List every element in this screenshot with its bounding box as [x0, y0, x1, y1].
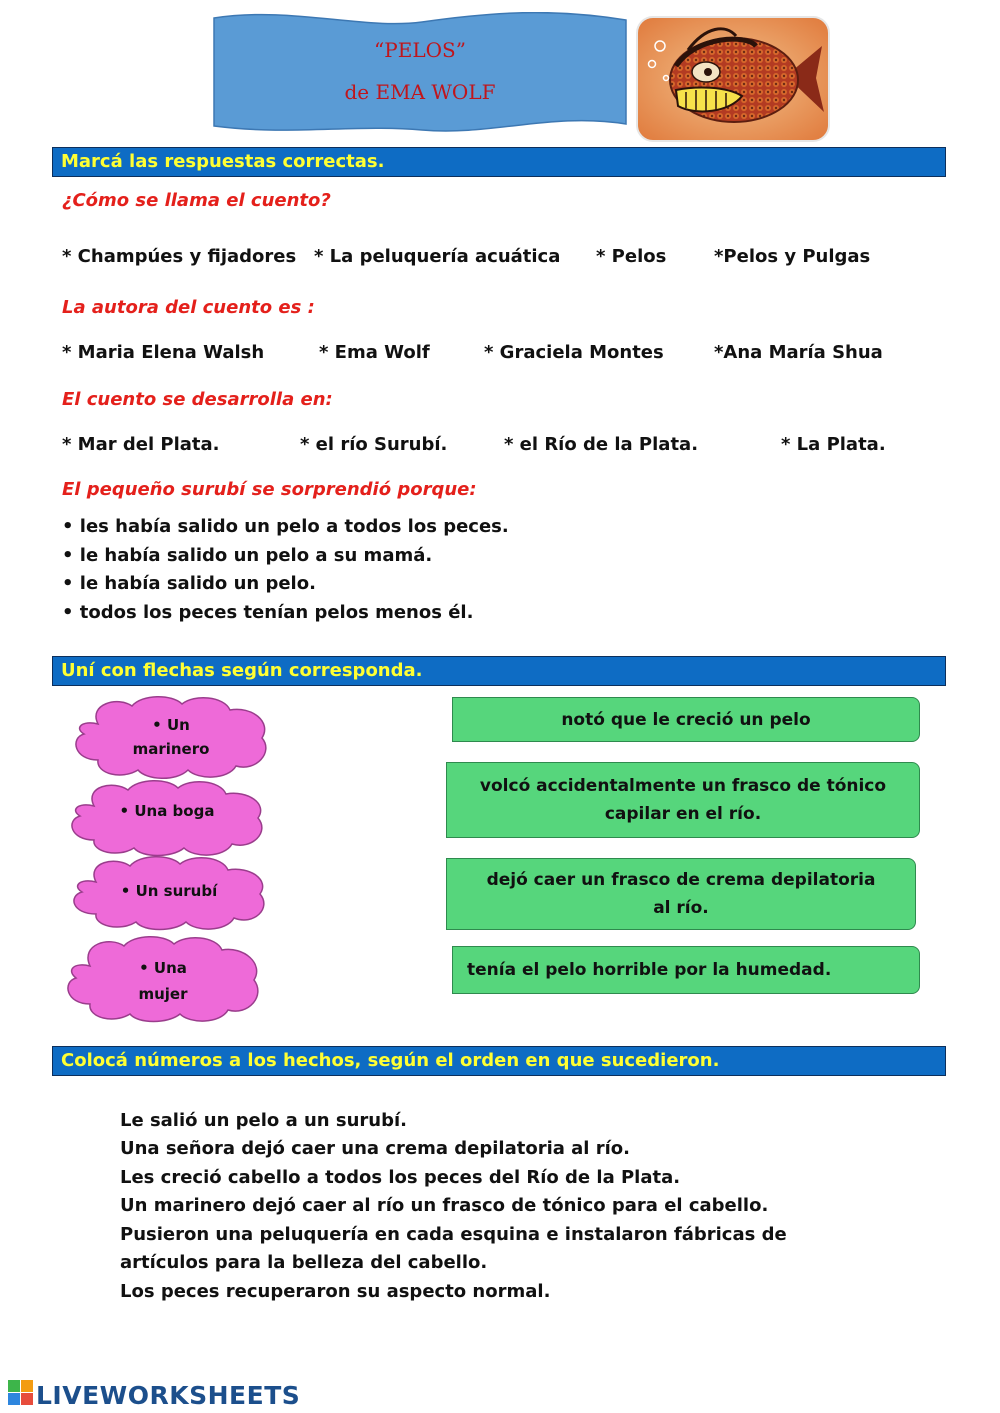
section-heading-order: Colocá números a los hechos, según el orden en que sucedieron. [52, 1046, 946, 1076]
option-rio-de-la-plata[interactable]: * el Río de la Plata. [504, 434, 699, 455]
cloud-mujer-line1: • Una [139, 959, 187, 977]
action-dejo-crema[interactable] [446, 858, 916, 930]
cloud-marinero-line1: • Un [152, 716, 190, 734]
section-heading-correct-answers: Marcá las respuestas correctas. [52, 147, 946, 177]
option-champues[interactable]: * Champúes y fijadores [62, 246, 297, 267]
event-1[interactable]: Le salió un pelo a un surubí. [120, 1110, 407, 1131]
question-surprise: El pequeño surubí se sorprendió porque: [62, 479, 477, 500]
option-pelos-pulgas[interactable]: *Pelos y Pulgas [714, 246, 871, 267]
option-wolf[interactable]: * Ema Wolf [319, 342, 430, 363]
section-heading-match: Uní con flechas según corresponda. [52, 656, 946, 686]
option-montes[interactable]: * Graciela Montes [484, 342, 664, 363]
option-la-plata[interactable]: * La Plata. [781, 434, 886, 455]
option-surprise-1[interactable]: • les había salido un pelo a todos los peces. [62, 516, 509, 537]
event-3[interactable]: Les creció cabello a todos los peces del Río de la Plata. [120, 1167, 681, 1188]
event-4[interactable]: Un marinero dejó caer al río un frasco de tónico para el cabello. [120, 1195, 769, 1216]
option-surprise-3[interactable]: • le había salido un pelo. [62, 573, 316, 594]
cloud-marinero[interactable] [68, 694, 274, 780]
option-shua[interactable]: *Ana María Shua [714, 342, 883, 363]
cloud-boga-label: • Una boga [119, 802, 215, 820]
action-noto-pelo[interactable] [452, 697, 920, 742]
option-peluqueria[interactable]: * La peluquería acuática [314, 246, 561, 267]
action-volco-tonico-line1: volcó accidentalmente un frasco de tónico [479, 776, 887, 796]
story-author: de EMA WOLF [344, 80, 496, 104]
fish-illustration [636, 16, 830, 142]
option-mar-del-plata[interactable]: * Mar del Plata. [62, 434, 220, 455]
story-title: “PELOS” [374, 38, 466, 62]
cloud-mujer[interactable] [60, 934, 266, 1024]
action-pelo-horrible[interactable] [452, 946, 920, 994]
cloud-boga[interactable] [64, 778, 270, 858]
event-5-continued: artículos para la belleza del cabello. [120, 1252, 488, 1273]
event-2[interactable]: Una señora dejó caer una crema depilatoria al río. [120, 1138, 630, 1159]
action-noto-pelo-text: notó que le creció un pelo [561, 709, 811, 730]
action-volco-tonico[interactable] [446, 762, 920, 838]
option-surprise-4[interactable]: • todos los peces tenían pelos menos él. [62, 602, 474, 623]
option-pelos[interactable]: * Pelos [596, 246, 667, 267]
cloud-marinero-line2: marinero [132, 740, 210, 758]
liveworksheets-logo-icon [8, 1380, 34, 1410]
event-5[interactable]: Pusieron una peluquería en cada esquina e instalaron fábricas de [120, 1224, 787, 1245]
question-author: La autora del cuento es : [62, 297, 315, 318]
action-dejo-crema-line2: al río. [653, 898, 709, 918]
question-story-name: ¿Cómo se llama el cuento? [62, 190, 331, 211]
option-walsh[interactable]: * Maria Elena Walsh [62, 342, 265, 363]
cloud-surubi[interactable] [66, 854, 272, 932]
event-6[interactable]: Los peces recuperaron su aspecto normal. [120, 1281, 551, 1302]
question-setting: El cuento se desarrolla en: [62, 389, 333, 410]
cloud-surubi-label: • Un surubí [120, 882, 218, 900]
action-dejo-crema-line1: dejó caer un frasco de crema depilatoria [486, 870, 876, 890]
option-rio-surubi[interactable]: * el río Surubí. [300, 434, 448, 455]
action-volco-tonico-line2: capilar en el río. [604, 804, 762, 824]
action-pelo-horrible-text: tenía el pelo horrible por la humedad. [467, 960, 832, 980]
title-banner [212, 12, 628, 136]
liveworksheets-logo-text: LIVEWORKSHEETS [36, 1381, 301, 1410]
cloud-mujer-line2: mujer [138, 985, 188, 1003]
option-surprise-2[interactable]: • le había salido un pelo a su mamá. [62, 545, 433, 566]
